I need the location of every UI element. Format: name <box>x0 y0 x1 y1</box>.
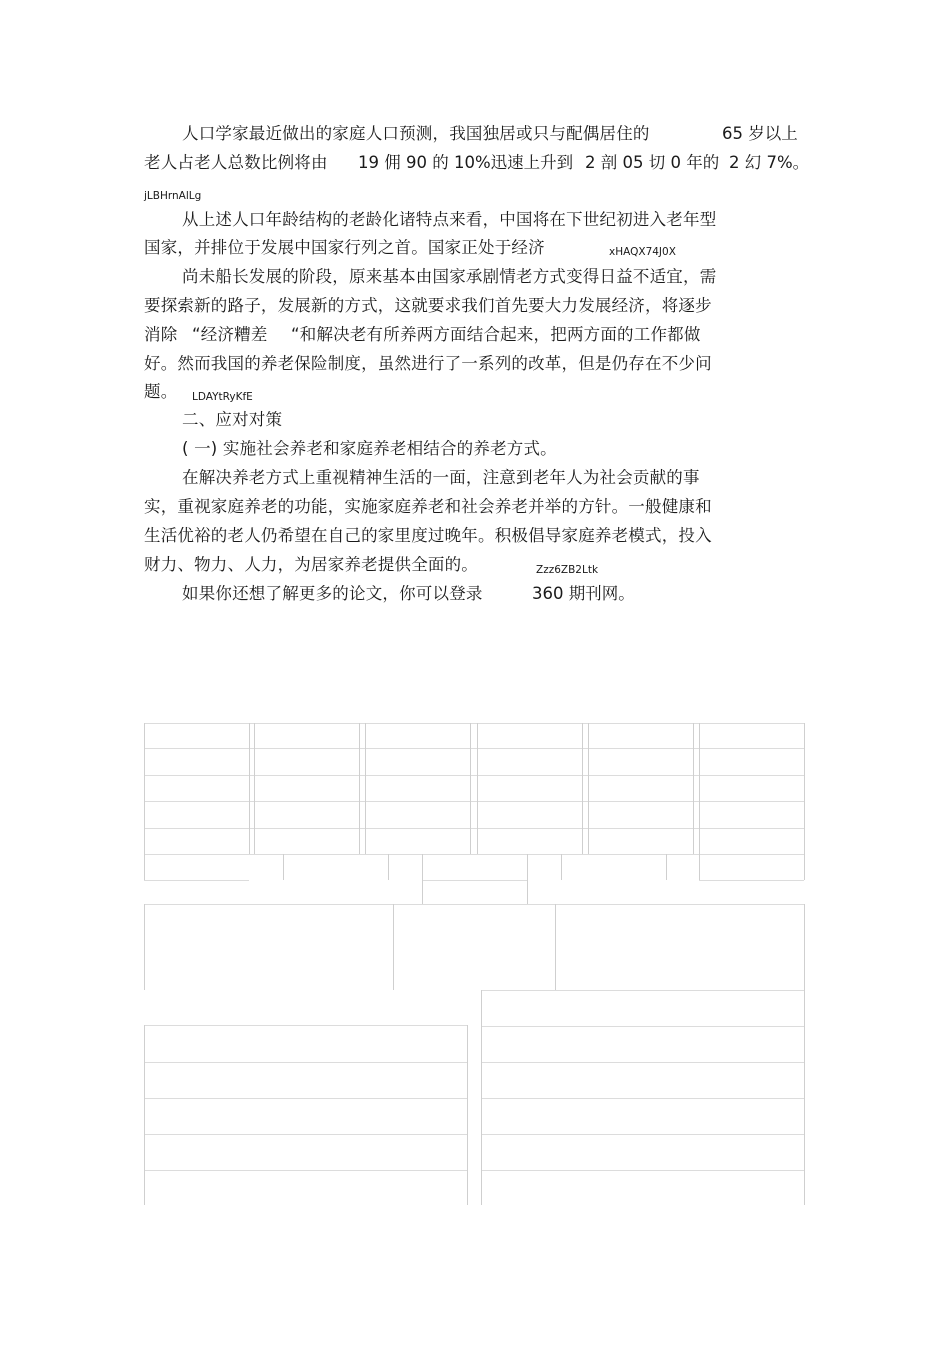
paragraph-1-line-2a: 老人占老人总数比例将由 <box>144 153 328 172</box>
paragraph-2-line-2: 国家，并排位于发展中国家行列之首。国家正处于经济 <box>144 238 545 257</box>
paragraph-1-line-2b: 19 佣 90 的 10%迅速上升到 <box>358 153 574 172</box>
subsection-heading: ( 一) 实施社会养老和家庭养老相结合的养老方式。 <box>182 439 557 458</box>
paragraph-3-line-5: 题。 <box>144 382 178 401</box>
paragraph-3-line-1: 尚未船长发展的阶段，原来基本由国家承剧情老方式变得日益不适宜，需 <box>182 267 717 286</box>
paragraph-3-line-3b: “经济糟差 <box>192 325 268 344</box>
paragraph-3-code: LDAYtRyKfE <box>192 391 253 403</box>
paragraph-4-code: Zzz6ZB2Ltk <box>536 564 599 576</box>
closing-site: 360 期刊网。 <box>532 584 635 603</box>
paragraph-2-line-1: 从上述人口年龄结构的老龄化诸特点来看，中国将在下世纪初进入老年型 <box>182 210 717 229</box>
text-run: 人口学家最近做出的家庭人口预测，我国独居或只与配偶居住的 <box>182 124 650 143</box>
paragraph-4-line-4: 财力、物力、人力，为居家养老提供全面的。 <box>144 555 478 574</box>
paragraph-1-line-2c: 2 剖 05 切 0 年的 <box>585 153 720 172</box>
paragraph-4-line-3: 生活优裕的老人仍希望在自己的家里度过晚年。积极倡导家庭养老模式，投入 <box>144 526 712 545</box>
paragraph-2-code: xHAQX74J0X <box>609 246 676 258</box>
paragraph-3-line-3c: “和解决老有所养两方面结合起来，把两方面的工作都做 <box>291 325 701 344</box>
closing-text: 如果你还想了解更多的论文，你可以登录 <box>182 584 483 603</box>
paragraph-4-line-2: 实，重视家庭养老的功能，实施家庭养老和社会养老并举的方针。一般健康和 <box>144 497 712 516</box>
section-heading: 二、应对对策 <box>182 410 283 429</box>
paragraph-1-line-2d: 2 幻 7%。 <box>729 153 810 172</box>
paragraph-1-code: jLBHrnAlLg <box>144 190 202 202</box>
paragraph-1-line-1-number: 65 岁以上 <box>722 124 798 143</box>
paragraph-1-line-1 <box>182 124 650 144</box>
paragraph-4-line-1: 在解决养老方式上重视精神生活的一面，注意到老年人为社会贡献的事 <box>182 468 700 487</box>
paragraph-3-line-2: 要探索新的路子，发展新的方式，这就要求我们首先要大力发展经济，将逐步 <box>144 296 712 315</box>
paragraph-3-line-4: 好。然而我国的养老保险制度，虽然进行了一系列的改革，但是仍存在不少问 <box>144 354 712 373</box>
paragraph-3-line-3a: 消除 <box>144 325 178 344</box>
